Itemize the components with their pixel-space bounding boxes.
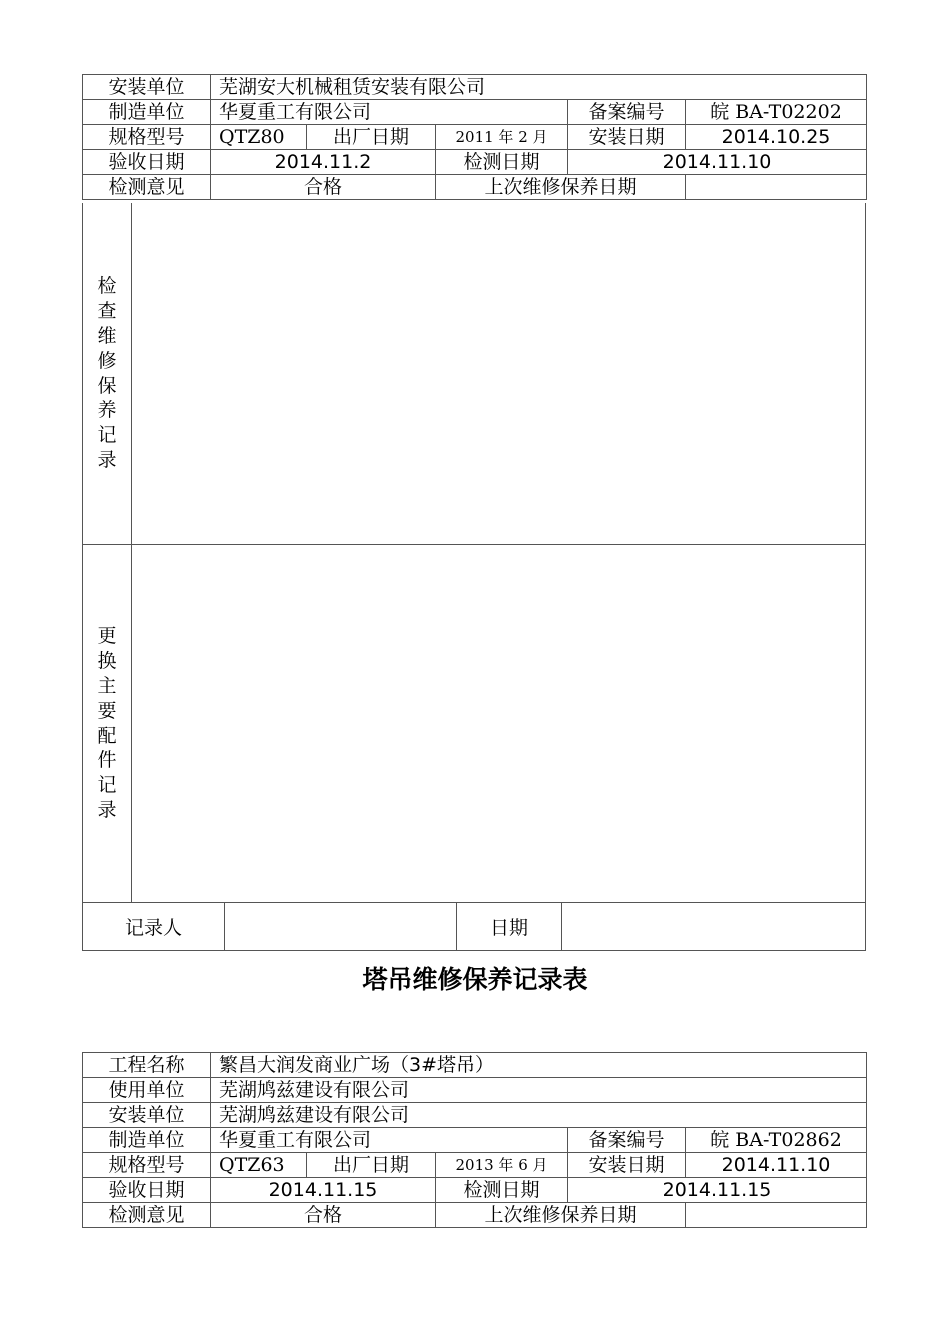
factory-date-value: 2013 年 6 月 [436,1153,568,1178]
form-title: 塔吊维修保养记录表 [362,965,588,994]
accept-date-value: 2014.11.15 [211,1178,436,1203]
install-date-label: 安装日期 [568,1153,686,1178]
opinion-value: 合格 [211,175,436,200]
accept-date-value: 2014.11.2 [211,150,436,175]
row-install-unit [83,1103,867,1128]
inspection-record-section [83,203,865,545]
maintenance-form-1 [82,74,867,200]
inspection-record-body[interactable] [132,203,865,544]
recorder-label: 记录人 [83,903,225,950]
signature-row [83,903,865,950]
parts-replacement-section [83,545,865,903]
record-no-value: 皖 BA-T02202 [686,100,867,125]
model-value: QTZ63 [211,1153,307,1178]
row-opinion [83,1203,867,1228]
model-label: 规格型号 [83,1153,211,1178]
install-date-label: 安装日期 [568,125,686,150]
row-model [83,1153,867,1178]
maker-value: 华夏重工有限公司 [211,1128,568,1153]
row-maker [83,1128,867,1153]
row-install-unit [83,75,867,100]
records-area [82,203,866,951]
user-label: 使用单位 [83,1078,211,1103]
test-date-label: 检测日期 [436,150,568,175]
factory-date-label: 出厂日期 [307,125,436,150]
last-maint-value[interactable] [686,175,867,200]
record-no-label: 备案编号 [568,1128,686,1153]
install-date-value: 2014.11.10 [686,1153,867,1178]
model-value: QTZ80 [211,125,307,150]
project-label: 工程名称 [83,1053,211,1078]
install-unit-value: 芜湖安大机械租赁安装有限公司 [211,75,867,100]
install-unit-label: 安装单位 [83,75,211,100]
row-model [83,125,867,150]
last-maint-label: 上次维修保养日期 [436,175,686,200]
row-maker [83,100,867,125]
test-date-value: 2014.11.10 [568,150,867,175]
accept-date-label: 验收日期 [83,150,211,175]
row-project [83,1053,867,1078]
date-value[interactable] [562,903,865,950]
row-accept [83,150,867,175]
last-maint-value[interactable] [686,1203,867,1228]
accept-date-label: 验收日期 [83,1178,211,1203]
user-value: 芜湖鸠兹建设有限公司 [211,1078,867,1103]
install-unit-value: 芜湖鸠兹建设有限公司 [211,1103,867,1128]
record-no-label: 备案编号 [568,100,686,125]
parts-replacement-label: 更 换 主 要 配 件 记 录 [83,545,132,902]
test-date-value: 2014.11.15 [568,1178,867,1203]
inspection-record-label: 检 查 维 修 保 养 记 录 [83,203,132,544]
row-accept [83,1178,867,1203]
date-label: 日期 [457,903,562,950]
parts-replacement-body[interactable] [132,545,865,902]
recorder-value[interactable] [225,903,457,950]
record-no-value: 皖 BA-T02862 [686,1128,867,1153]
install-date-value: 2014.10.25 [686,125,867,150]
maker-label: 制造单位 [83,100,211,125]
model-label: 规格型号 [83,125,211,150]
opinion-label: 检测意见 [83,175,211,200]
factory-date-label: 出厂日期 [307,1153,436,1178]
maker-label: 制造单位 [83,1128,211,1153]
project-value: 繁昌大润发商业广场（3#塔吊） [211,1053,867,1078]
row-user [83,1078,867,1103]
opinion-label: 检测意见 [83,1203,211,1228]
last-maint-label: 上次维修保养日期 [436,1203,686,1228]
opinion-value: 合格 [211,1203,436,1228]
maintenance-form-2 [82,1052,867,1228]
row-opinion [83,175,867,200]
test-date-label: 检测日期 [436,1178,568,1203]
maker-value: 华夏重工有限公司 [211,100,568,125]
factory-date-value: 2011 年 2 月 [436,125,568,150]
install-unit-label: 安装单位 [83,1103,211,1128]
